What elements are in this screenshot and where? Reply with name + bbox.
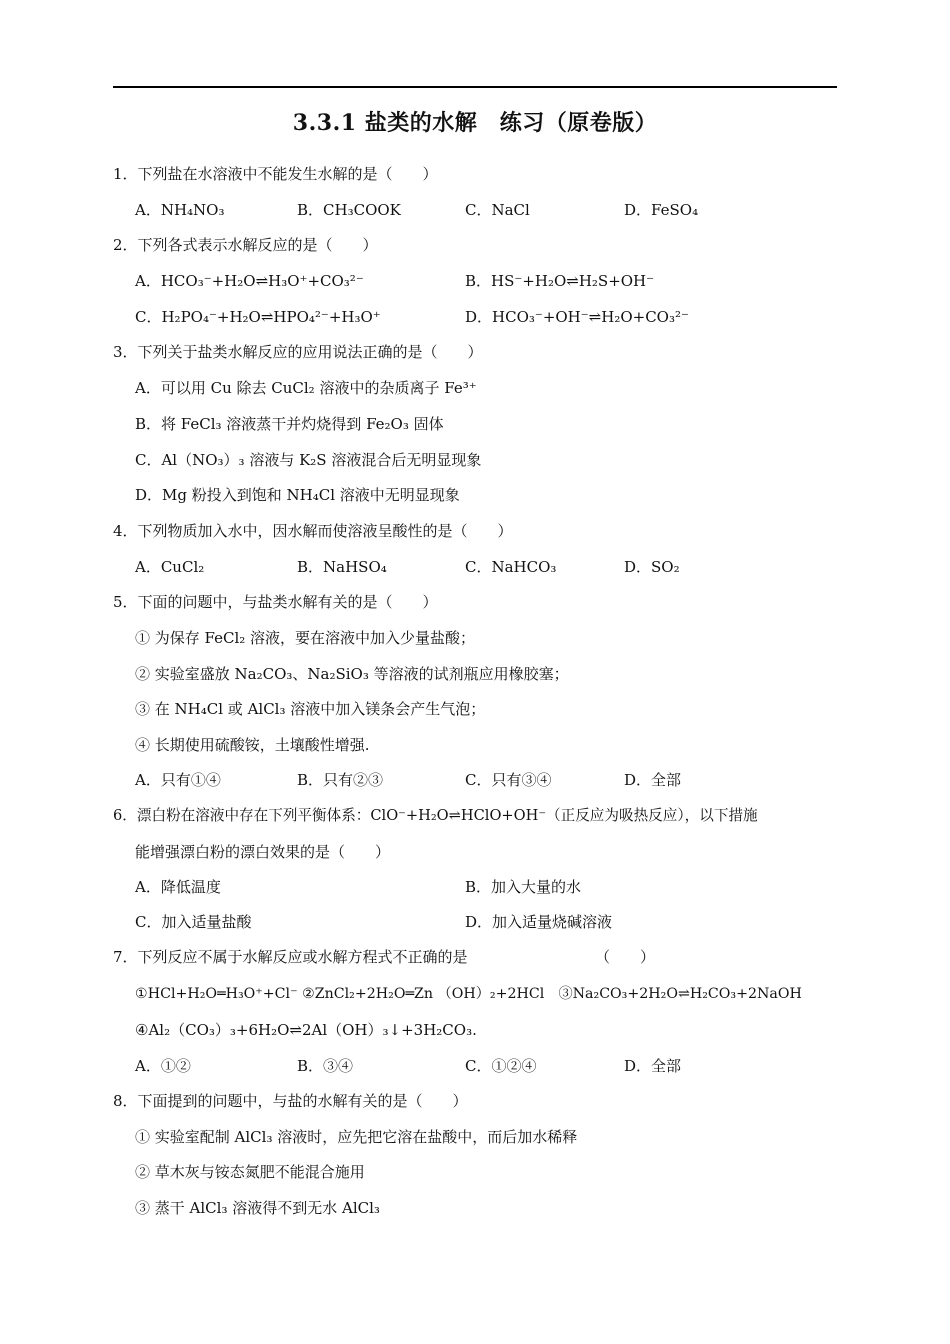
q4-option-d: D．SO₂ — [624, 558, 680, 576]
q8-statement-3: ③ 蒸干 AlCl₃ 溶液得不到无水 AlCl₃ — [135, 1199, 380, 1217]
q7-option-d: D．全部 — [624, 1057, 682, 1075]
question-8: 8．下面提到的问题中，与盐的水解有关的是（ ） — [113, 1092, 468, 1110]
q7-equations-1: ①HCl+H₂O═H₃O⁺+Cl⁻ ②ZnCl₂+2H₂O═Zn （OH）₂+2HCl ③Na₂CO₃+2H₂O⇌H₂CO₃+2NaOH — [135, 986, 802, 1002]
q5-statement-1: ① 为保存 FeCl₂ 溶液，要在溶液中加入少量盐酸； — [135, 629, 476, 647]
q7-option-c: C．①②④ — [465, 1057, 537, 1075]
q3-option-c: C．Al（NO₃）₃ 溶液与 K₂S 溶液混合后无明显现象 — [135, 451, 482, 469]
q5-statement-4: ④ 长期使用硫酸铵，土壤酸性增强. — [135, 736, 370, 754]
question-2: 2．下列各式表示水解反应的是（ ） — [113, 236, 378, 254]
q5-option-b: B．只有②③ — [297, 771, 384, 789]
q8-statement-1: ① 实验室配制 AlCl₃ 溶液时，应先把它溶在盐酸中，而后加水稀释 — [135, 1128, 578, 1146]
q7-option-b: B．③④ — [297, 1057, 354, 1075]
q3-option-a: A．可以用 Cu 除去 CuCl₂ 溶液中的杂质离子 Fe³⁺ — [135, 379, 477, 397]
question-6: 6．漂白粉在溶液中存在下列平衡体系：ClO⁻+H₂O⇌HClO+OH⁻（正反应为吸热反应），以下措施 — [113, 807, 758, 824]
q5-option-c: C．只有③④ — [465, 771, 552, 789]
q2-option-c: C．H₂PO₄⁻+H₂O⇌HPO₄²⁻+H₃O⁺ — [135, 308, 381, 326]
question-1: 1．下列盐在水溶液中不能发生水解的是（ ） — [113, 165, 438, 183]
q6-option-c: C．加入适量盐酸 — [135, 913, 252, 931]
q2-option-a: A．HCO₃⁻+H₂O⇌H₃O⁺+CO₃²⁻ — [135, 272, 364, 290]
page-title: 3.3.1 盐类的水解 练习（原卷版） — [292, 110, 658, 136]
question-7: 7．下列反应不属于水解反应或水解方程式不正确的是 （ ） — [113, 948, 656, 966]
q2-option-b: B．HS⁻+H₂O⇌H₂S+OH⁻ — [465, 272, 655, 290]
q3-option-d: D．Mg 粉投入到饱和 NH₄Cl 溶液中无明显现象 — [135, 486, 460, 504]
q5-option-a: A．只有①④ — [135, 771, 221, 789]
q7-equations-2: ④Al₂（CO₃）₃+6H₂O⇌2Al（OH）₃↓+3H₂CO₃. — [135, 1021, 477, 1039]
q1-option-a: A．NH₄NO₃ — [135, 201, 225, 219]
question-6-continued: 能增强漂白粉的漂白效果的是（ ） — [135, 843, 391, 861]
q5-statement-2: ② 实验室盛放 Na₂CO₃、Na₂SiO₃ 等溶液的试剂瓶应用橡胶塞； — [135, 665, 569, 683]
question-5: 5．下面的问题中，与盐类水解有关的是（ ） — [113, 593, 438, 611]
q8-statement-2: ② 草木灰与铵态氮肥不能混合施用 — [135, 1163, 365, 1181]
q2-option-d: D．HCO₃⁻+OH⁻⇌H₂O+CO₃²⁻ — [465, 308, 689, 326]
q4-option-b: B．NaHSO₄ — [297, 558, 387, 576]
q1-option-c: C．NaCl — [465, 201, 530, 219]
q5-option-d: D．全部 — [624, 771, 682, 789]
header-rule — [113, 86, 837, 88]
q4-option-a: A．CuCl₂ — [135, 558, 205, 576]
q1-option-b: B．CH₃COOK — [297, 201, 401, 219]
q6-option-d: D．加入适量烧碱溶液 — [465, 913, 613, 931]
question-3: 3．下列关于盐类水解反应的应用说法正确的是（ ） — [113, 343, 483, 361]
q4-option-c: C．NaHCO₃ — [465, 558, 557, 576]
q6-option-b: B．加入大量的水 — [465, 878, 582, 896]
q3-option-b: B．将 FeCl₃ 溶液蒸干并灼烧得到 Fe₂O₃ 固体 — [135, 415, 444, 433]
q5-statement-3: ③ 在 NH₄Cl 或 AlCl₃ 溶液中加入镁条会产生气泡； — [135, 700, 486, 718]
q7-option-a: A．①② — [135, 1057, 191, 1075]
q1-option-d: D．FeSO₄ — [624, 201, 699, 219]
q6-option-a: A．降低温度 — [135, 878, 221, 896]
question-4: 4．下列物质加入水中，因水解而使溶液呈酸性的是（ ） — [113, 522, 513, 540]
